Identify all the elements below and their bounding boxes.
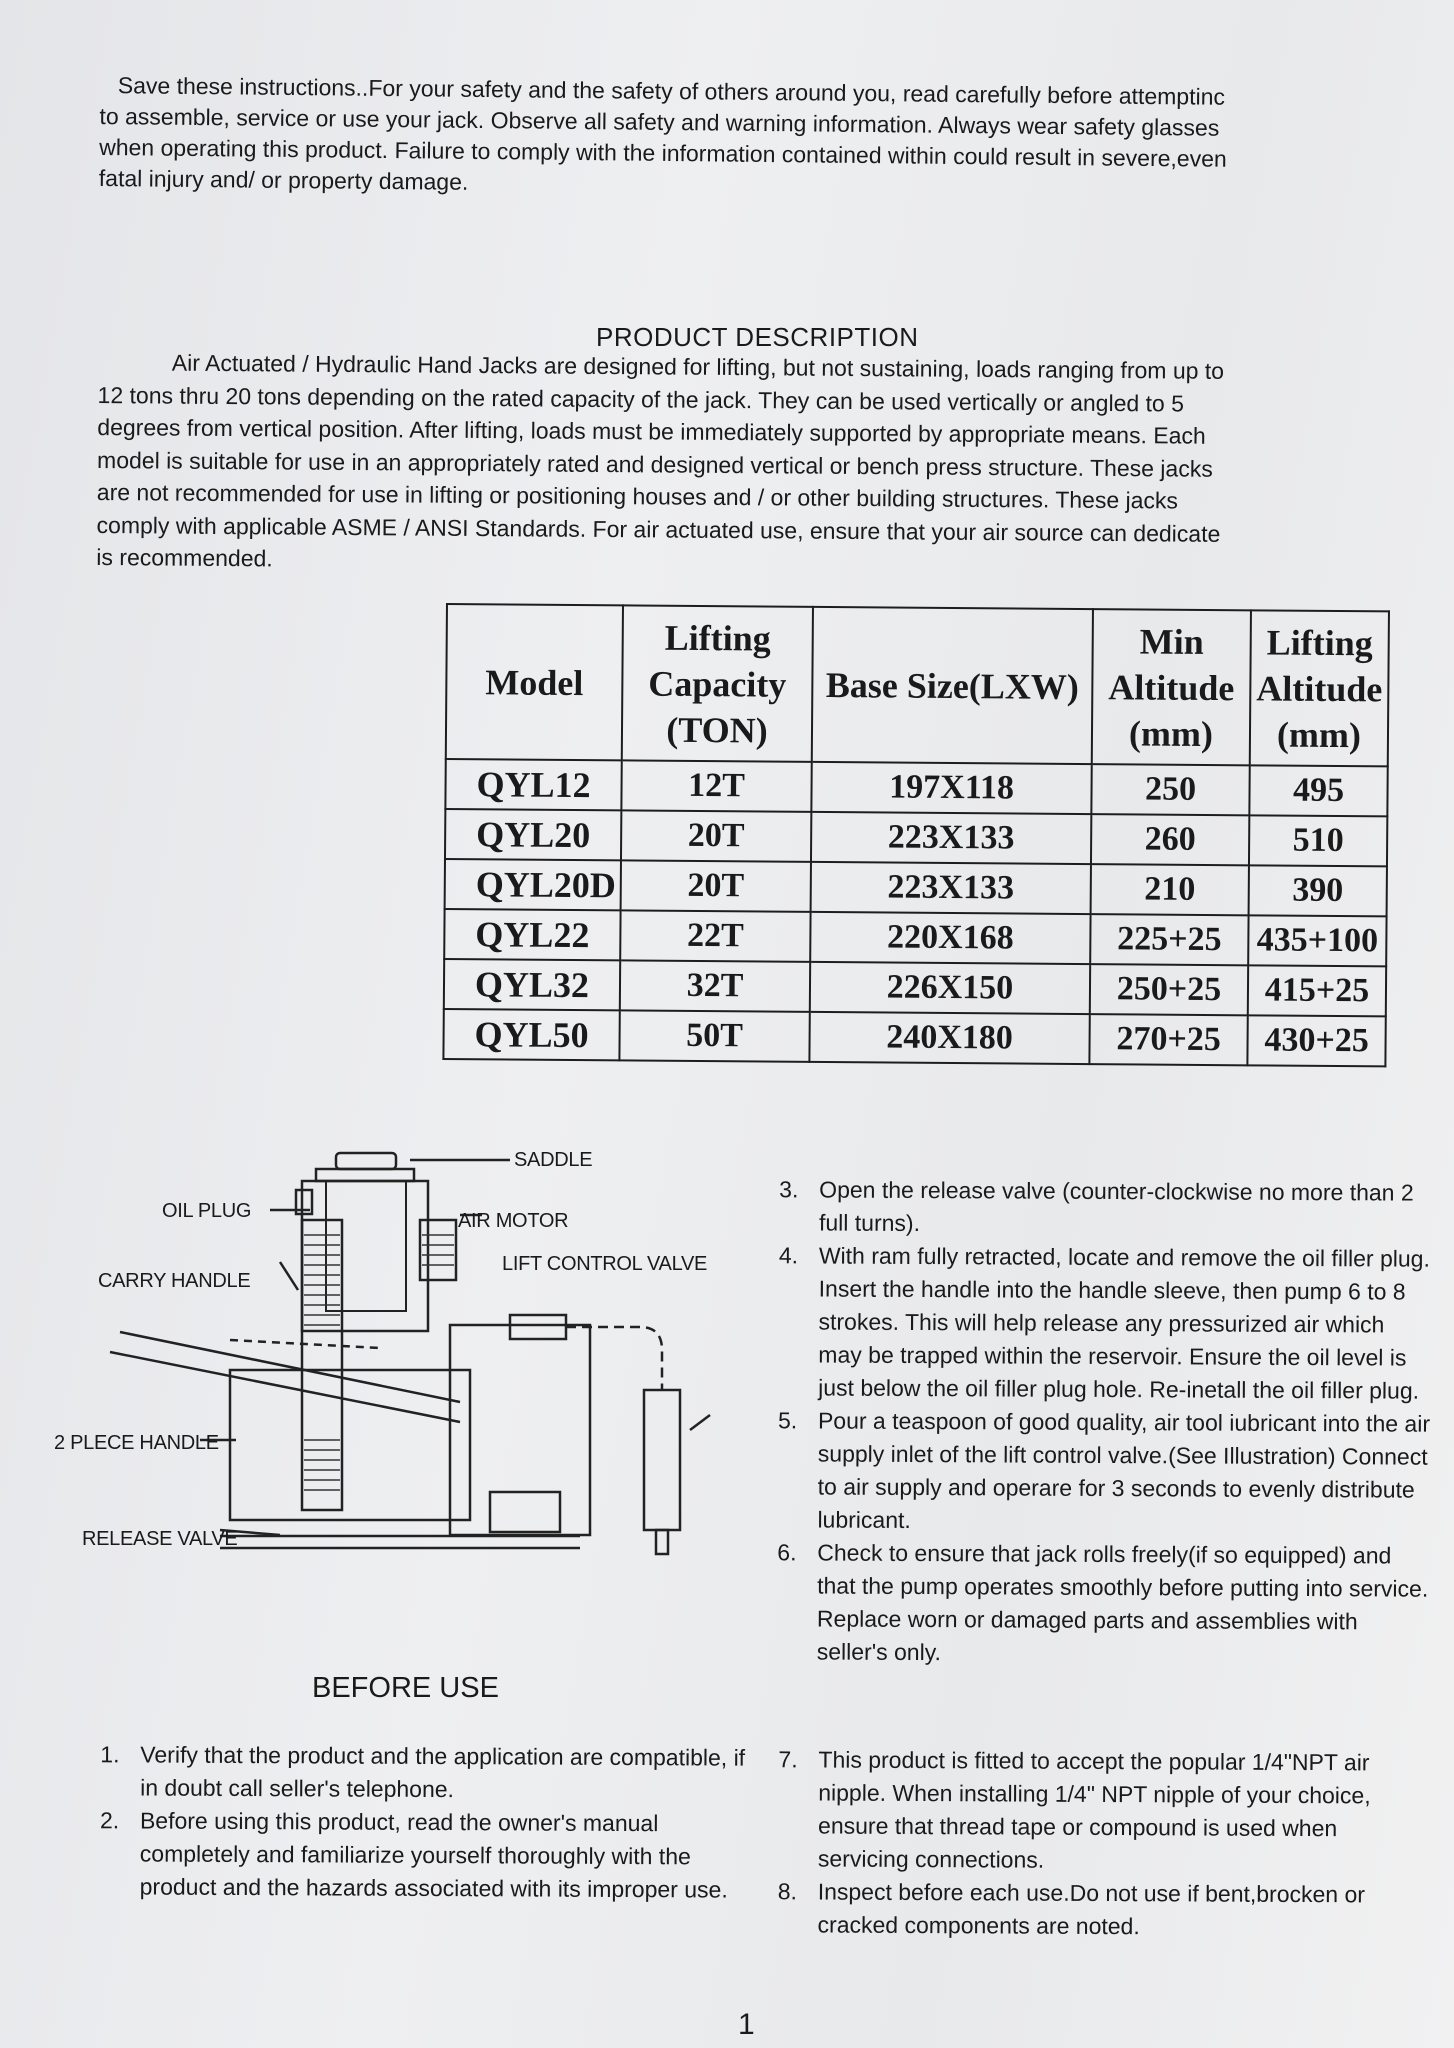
cell-lifting-altitude: 415+25 [1248,965,1386,1016]
step-text: Pour a teaspoon of good quality, air tool iubricant into the air supply inlet of the lift control valve.(See Illustration) Connect to air supply and operare for 3 seconds to evenly distribute lubricant. [817,1407,1431,1533]
step-number: 3. [779,1176,799,1203]
cell-min-altitude: 250+25 [1090,964,1248,1015]
product-description-body [96,346,1428,584]
intro-paragraph [99,70,1430,208]
cell-model: QYL22 [444,909,620,960]
cell-lifting-altitude: 510 [1249,815,1387,866]
list-item [778,1743,1434,1878]
table-row [445,759,1387,816]
cell-model: QYL12 [445,759,621,810]
step-number: 2. [99,1807,120,1834]
label-carry-handle: CARRY HANDLE [98,1270,251,1292]
step-number: 7. [778,1746,798,1773]
cell-capacity: 50T [619,1010,809,1061]
table-row [443,1009,1385,1066]
product-description-title: PRODUCT DESCRIPTION [596,322,919,352]
step-text: Open the release valve (counter-clockwise no more than 2 full turns). [818,1176,1414,1237]
cell-min-altitude: 210 [1091,864,1249,915]
before-use-steps-left [100,1738,766,1906]
label-release-valve: RELEASE VALVE [82,1528,238,1550]
list-item [778,1239,1434,1407]
label-two-piece-handle: 2 PLECE HANDLE [54,1432,219,1454]
cell-min-altitude: 250 [1091,764,1249,815]
label-saddle: SADDLE [514,1149,593,1171]
cell-capacity: 32T [620,960,810,1011]
list-item [777,1404,1433,1539]
description-line: 12 tons thru 20 tons depending on the rated capacity of the jack. They can be used vertically or angled to 5 [97,381,1185,417]
header-min-altitude: Min Altitude (mm) [1092,609,1251,765]
step-number: 8. [777,1878,798,1905]
header-capacity: Lifting Capacity (TON) [622,605,813,761]
cell-lifting-altitude: 390 [1249,865,1387,916]
intro-line: Save these instructions..For your safety and the safety of others around you, read carefully before attemptinc [117,72,1226,110]
table-row [444,909,1386,966]
cell-min-altitude: 260 [1091,814,1249,865]
cell-model: QYL20D [445,859,621,910]
description-line: model is suitable for use in an appropriately rated and designed vertical or bench press structure. These jacks [97,446,1213,482]
cell-base-size: 226X150 [810,962,1090,1014]
cell-capacity: 22T [620,910,810,961]
header-base-size: Base Size(LXW) [812,607,1093,764]
cell-capacity: 20T [621,810,811,861]
description-line: comply with applicable ASME / ANSI Standards. For air actuated use, ensure that your air source can dedicate [96,511,1221,547]
before-use-title: BEFORE USE [312,1672,499,1704]
intro-line: fatal injury and/ or property damage. [98,164,469,195]
cell-base-size: 223X133 [811,862,1091,914]
description-line: Air Actuated / Hydraulic Hand Jacks are designed for lifting, but not sustaining, loads ranging from up to [171,349,1225,384]
cell-base-size: 223X133 [811,812,1091,864]
table-row [445,859,1387,916]
table-row [444,959,1386,1016]
step-text: Verify that the product and the application are compatible, if in doubt call seller's telephone. [140,1741,746,1803]
description-line: is recommended. [96,543,273,572]
cell-lifting-altitude: 435+100 [1248,915,1386,966]
cell-base-size: 197X118 [811,762,1091,814]
list-item [777,1536,1433,1671]
label-oil-plug: OIL PLUG [162,1200,252,1222]
step-number: 6. [777,1539,797,1566]
step-number: 4. [778,1242,799,1269]
cell-lifting-altitude: 495 [1249,765,1387,816]
cell-capacity: 12T [621,760,811,811]
list-item [100,1738,765,1807]
intro-line: when operating this product. Failure to comply with the information contained within could result in severe,even [99,133,1227,172]
cell-capacity: 20T [621,860,811,911]
description-line: are not recommended for use in lifting or positioning houses and / or other building structures. These jacks [96,478,1179,514]
step-number: 5. [777,1407,798,1434]
intro-line: to assemble, service or use your jack. Observe all safety and warning information. Always wear safety glasses [99,102,1220,141]
cell-model: QYL50 [443,1009,619,1060]
table-row [445,809,1387,866]
description-line: degrees from vertical position. After lifting, loads must be immediately supported by appropriate means. Each [97,413,1206,449]
list-item [779,1173,1434,1242]
cell-lifting-altitude: 430+25 [1247,1015,1385,1066]
label-air-motor: AIR MOTOR [458,1210,569,1232]
cell-model: QYL32 [444,959,620,1010]
cell-min-altitude: 270+25 [1089,1014,1247,1065]
spec-table-header [446,604,1389,766]
list-item [777,1875,1432,1944]
step-number: 1. [100,1741,120,1768]
step-text: Inspect before each use.Do not use if bent,brocken or cracked components are noted. [817,1878,1366,1940]
page-number: 1 [738,2008,755,2041]
jack-diagram [40,1140,760,1640]
before-use-steps-right-lower [777,1743,1433,1944]
before-use-steps-right [777,1173,1435,1671]
list-item [100,1804,766,1906]
header-model: Model [446,604,623,760]
header-lifting-altitude: Lifting Altitude (mm) [1250,610,1389,766]
step-text: With ram fully retracted, locate and remove the oil filler plug. Insert the handle into the handle sleeve, then pump 6 to 8 strokes. This will help release any pressurized air which may be trapped within the reservoir. Ensure the oil level is just below the oil filler plug hole. Re-inetall the oil filler plug. [818,1242,1430,1404]
cell-model: QYL20 [445,809,621,860]
cell-min-altitude: 225+25 [1090,914,1248,965]
jack-illustration [40,1140,760,1640]
label-lift-control-valve: LIFT CONTROL VALVE [502,1253,708,1275]
cell-base-size: 220X168 [810,912,1090,964]
cell-base-size: 240X180 [809,1012,1089,1064]
step-text: This product is fitted to accept the popular 1/4"NPT air nipple. When installing 1/4" NPT nipple of your choice, ensure that thread tape or compound is used when servicing connections. [817,1746,1371,1873]
step-text: Before using this product, read the owner's manual completely and familiarize yourself thoroughly with the product and the hazards associated with its improper use. [139,1807,728,1903]
step-text: Check to ensure that jack rolls freely(if so equipped) and that the pump operates smoothly before putting into service. Replace worn or damaged parts and assemblies with seller's only. [816,1539,1429,1666]
spec-table [442,603,1390,1067]
